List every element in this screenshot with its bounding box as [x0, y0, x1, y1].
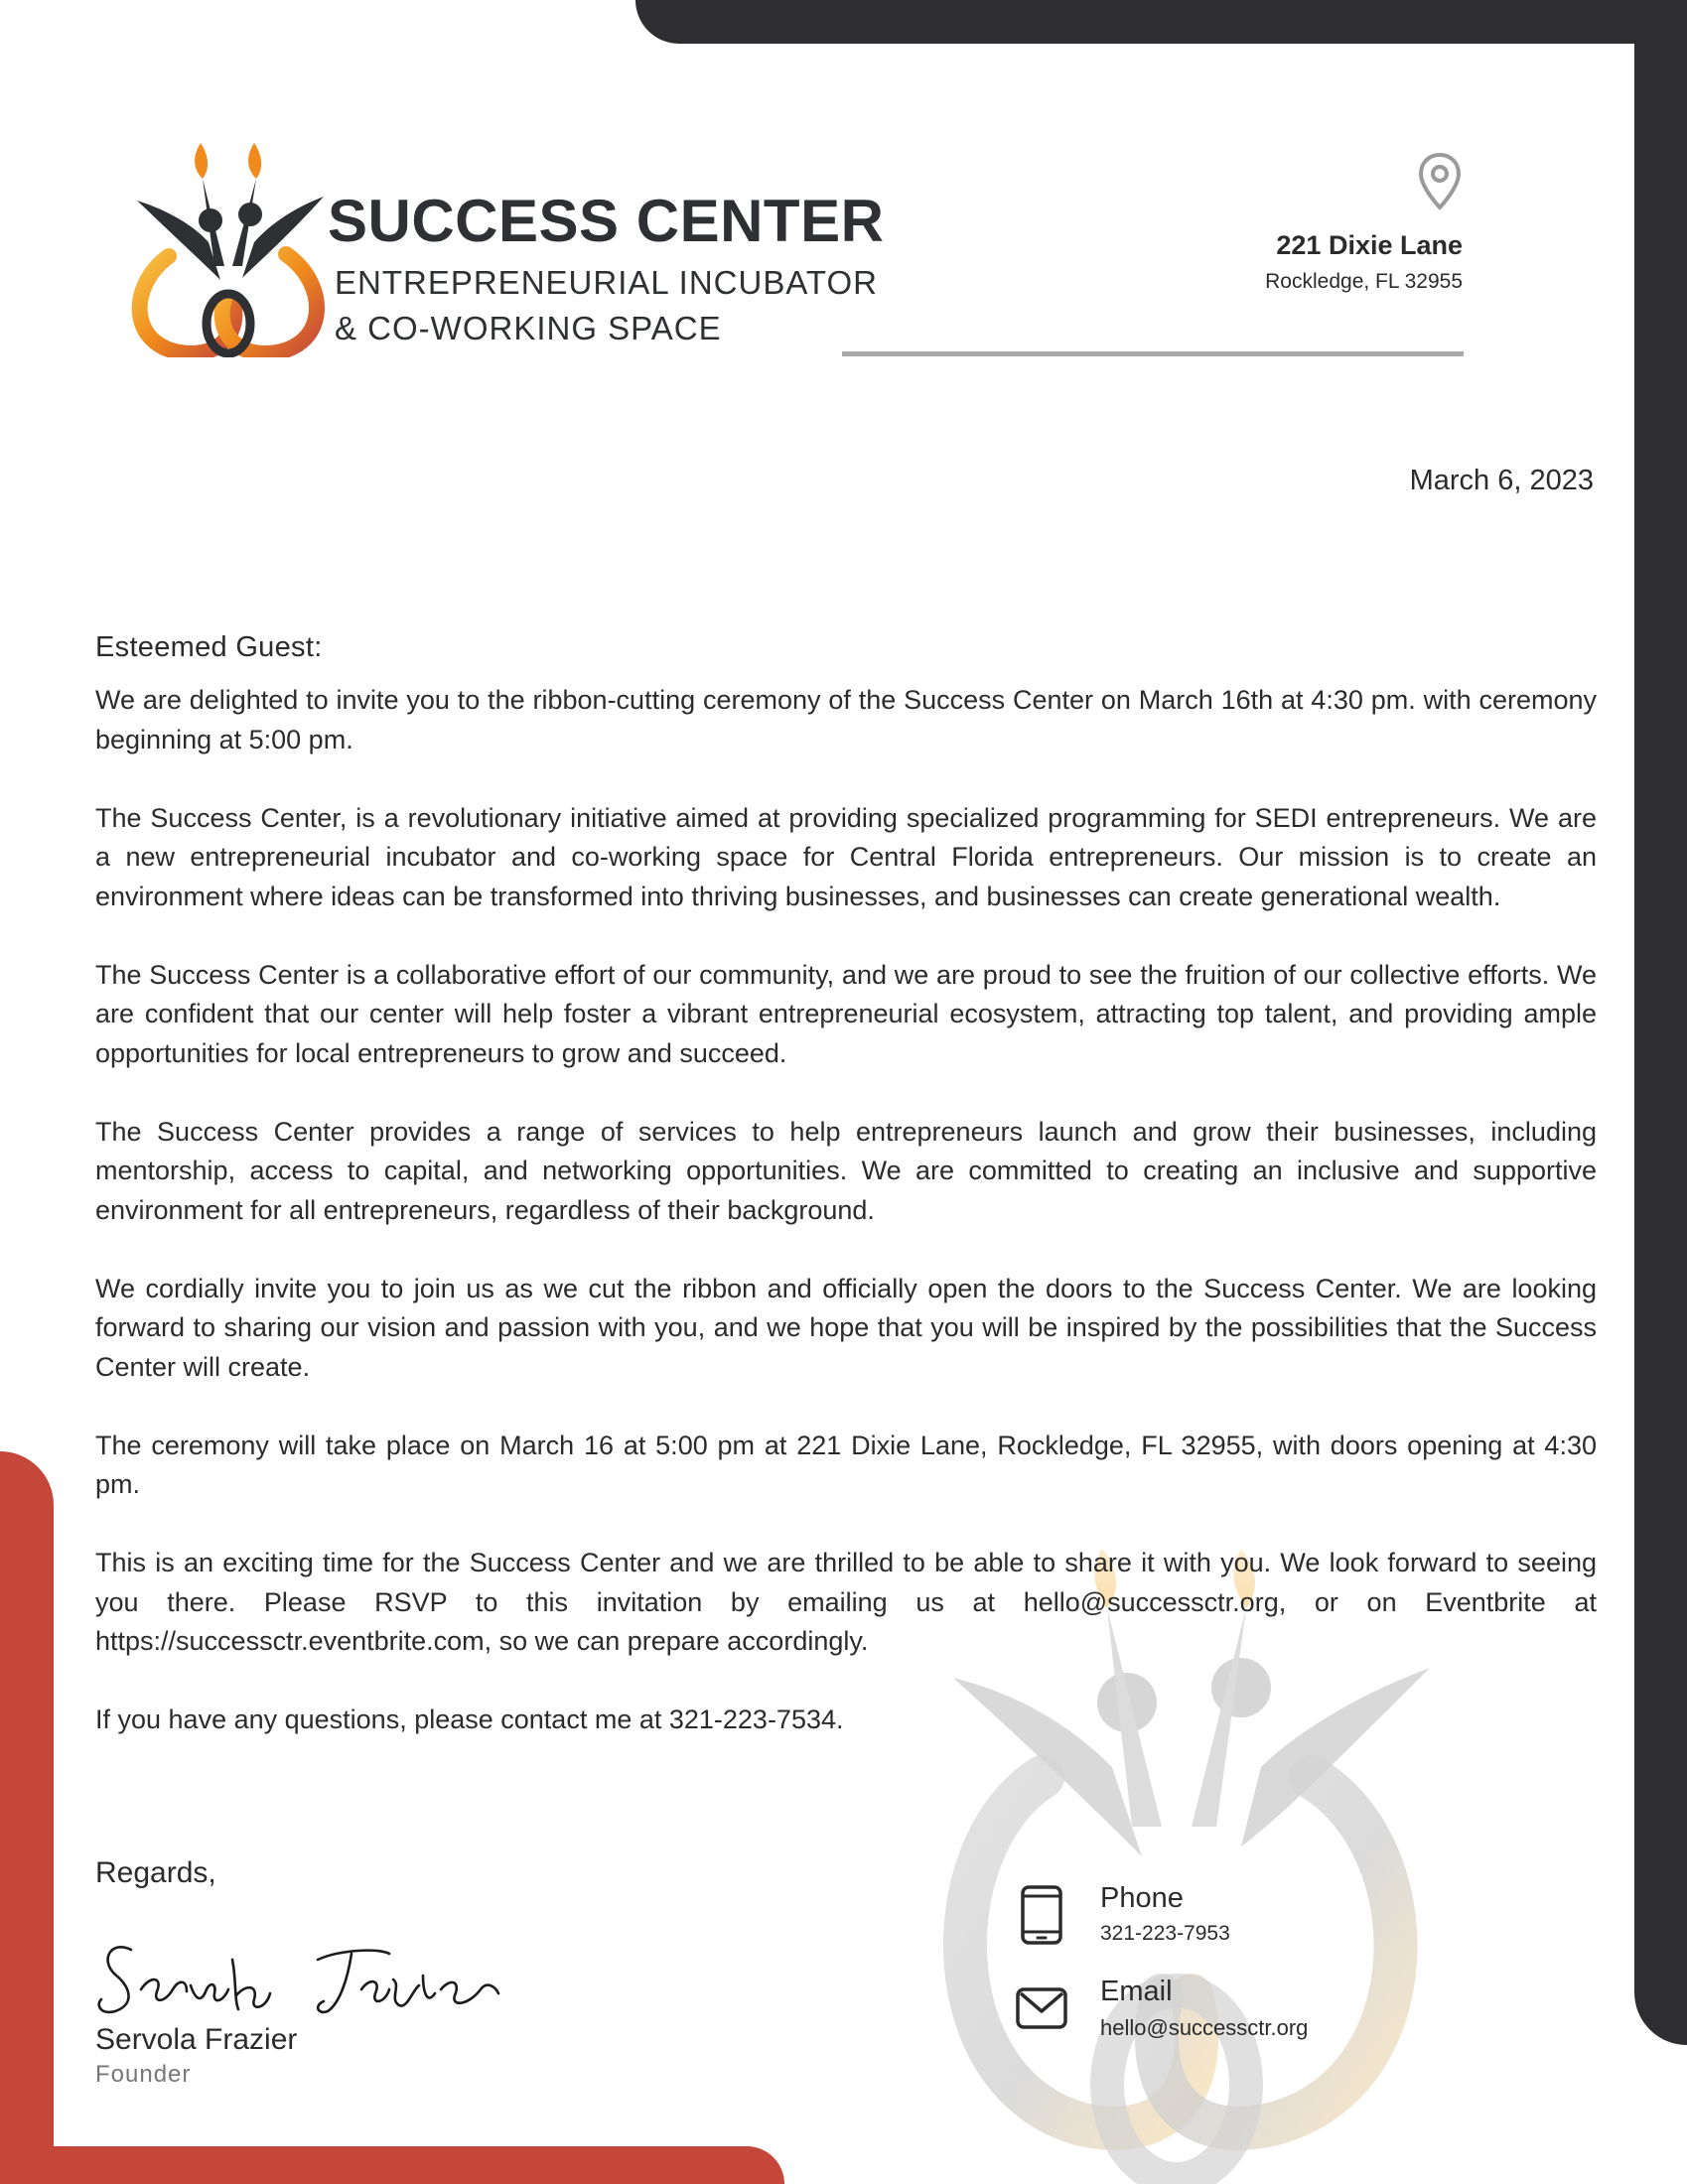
brand-subtitle	[335, 260, 878, 351]
right-frame-band	[1634, 0, 1687, 2045]
email-label: Email	[1100, 1976, 1173, 2007]
letter-date: March 6, 2023	[1409, 465, 1594, 496]
body-paragraph: This is an exciting time for the Success Center and we are thrilled to be able to share it with you. We look forward to seeing you there. Please RSVP to this invitation by emailing us at hello@successctr.org, or on Eventbrite at https://successctr.eventbrite.com, so we can prepare accordingly.	[95, 1548, 1597, 1656]
logo-figures-icon	[129, 139, 328, 357]
phone-number: 321-223-7953	[1100, 1922, 1230, 1945]
left-frame-band	[0, 1451, 54, 2184]
brand-subtitle-line2: & CO-WORKING SPACE	[335, 310, 722, 346]
body-paragraph: The Success Center is a collaborative effort of our community, and we are proud to see the fruition of our collective efforts. We are confident that our center will help foster a vibrant entrepreneurial ecosystem, attracting top talent, and providing ample opportunities for local entrepreneurs to grow and succeed.	[95, 959, 1597, 1068]
address-line1: 221 Dixie Lane	[1276, 230, 1463, 260]
body-paragraph: The ceremony will take place on March 16 at 5:00 pm at 221 Dixie Lane, Rockledge, FL 32955, with doors opening at 4:30 pm.	[95, 1430, 1597, 1499]
brand-title: SUCCESS CENTER	[328, 188, 885, 254]
top-frame-band	[635, 0, 1687, 44]
body-paragraph: If you have any questions, please contact me at 321-223-7534.	[95, 1705, 844, 1734]
salutation: Esteemed Guest:	[95, 631, 323, 663]
brand-subtitle-line1: ENTREPRENEURIAL INCUBATOR	[335, 264, 878, 301]
handwritten-signature	[91, 1920, 508, 2029]
body-paragraph: The Success Center, is a revolutionary initiative aimed at providing specialized programming for SEDI entrepreneurs. We are a new entrepreneurial incubator and co-working space for Central Florida entrepreneurs. Our mission is to create an environment where ideas can be transformed into thriving businesses, and businesses can create generational wealth.	[95, 802, 1597, 911]
closing-text: Regards,	[95, 1856, 216, 1889]
phone-icon	[1019, 1884, 1064, 1946]
signer-title: Founder	[95, 2061, 192, 2088]
signer-name: Servola Frazier	[95, 2023, 298, 2056]
email-address: hello@successctr.org	[1100, 2015, 1309, 2040]
letter-body	[95, 681, 1597, 1779]
bottom-frame-band	[0, 2146, 784, 2184]
header-divider	[842, 351, 1464, 356]
body-paragraph: The Success Center provides a range of services to help entrepreneurs launch and grow their businesses, including mentorship, access to capital, and networking opportunities. We are committed to creating an inclusive and supportive environment for all entrepreneurs, regardless of their background.	[95, 1116, 1597, 1225]
address-line2: Rockledge, FL 32955	[1265, 270, 1463, 293]
mail-icon	[1015, 1985, 1068, 2031]
phone-label: Phone	[1100, 1882, 1184, 1914]
location-pin-icon	[1416, 151, 1464, 212]
body-paragraph: We cordially invite you to join us as we cut the ribbon and officially open the doors to the Success Center. We are looking forward to sharing our vision and passion with you, and we hope that you will be inspired by the possibilities that the Success Center will create.	[95, 1273, 1597, 1382]
body-paragraph: We are delighted to invite you to the ribbon-cutting ceremony of the Success Center on March 16th at 4:30 pm. with ceremony beginning at 5:00 pm.	[95, 685, 1597, 754]
